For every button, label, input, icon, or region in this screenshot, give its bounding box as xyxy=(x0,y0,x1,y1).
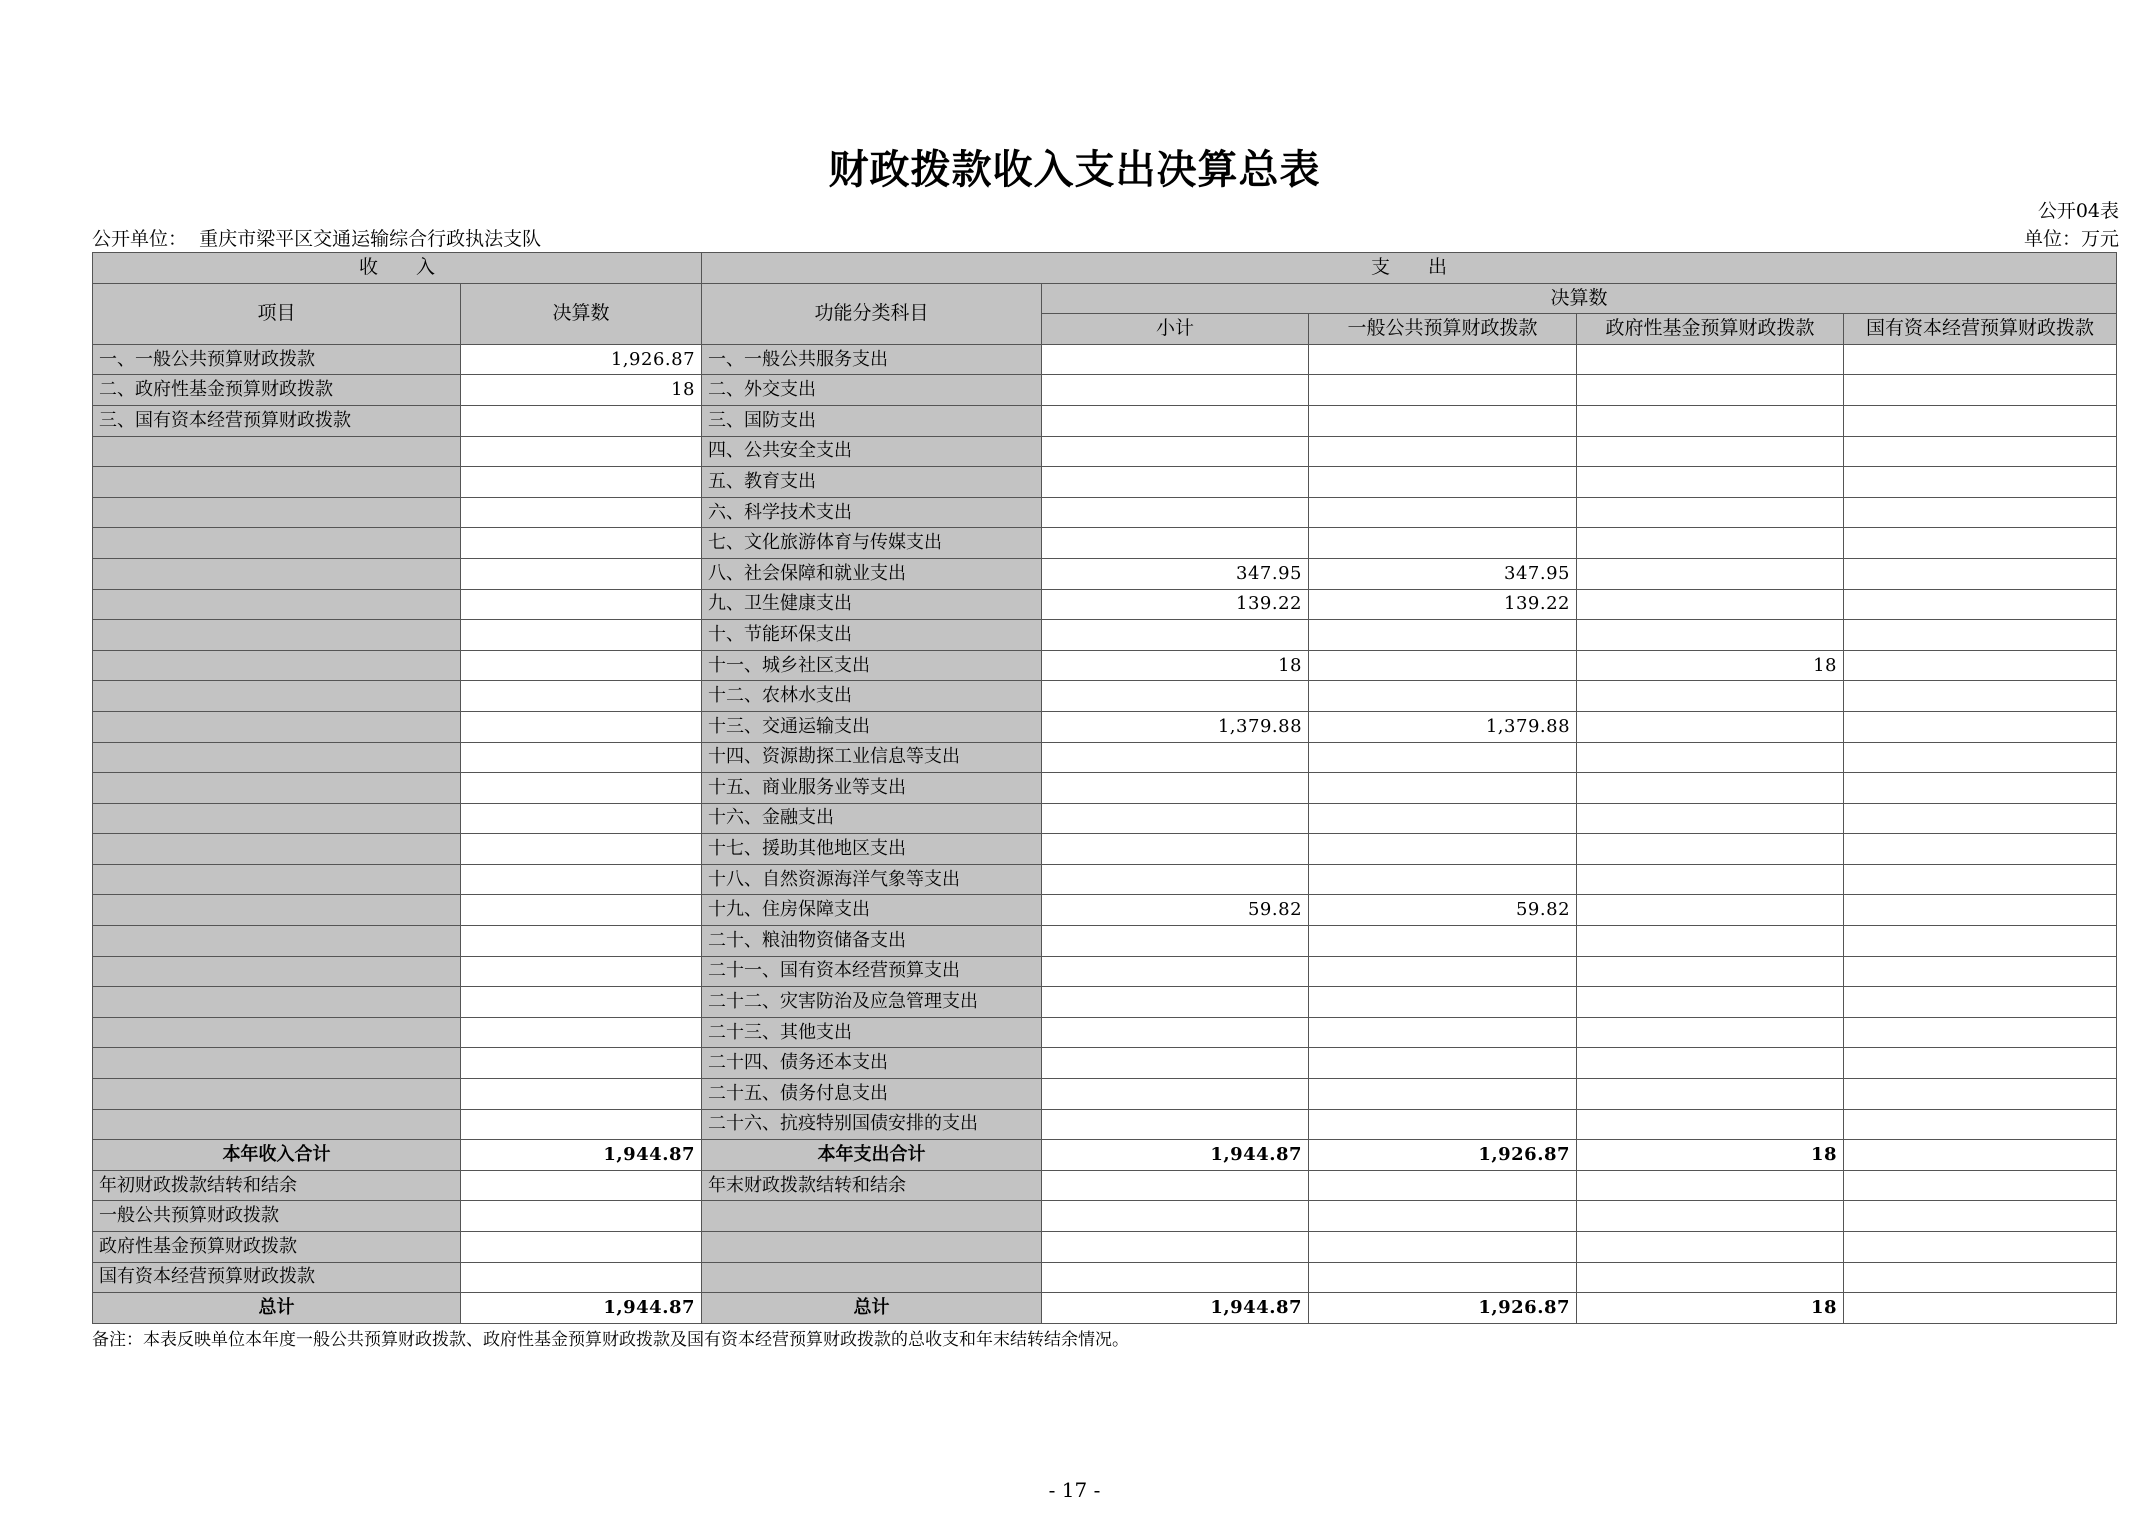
gov-fund-cell xyxy=(1577,803,1844,834)
income-amount-cell xyxy=(461,405,702,436)
income-header: 收 入 xyxy=(93,253,702,284)
general-budget-cell xyxy=(1309,1017,1577,1048)
table-row xyxy=(93,895,2117,926)
state-capital-cell xyxy=(1844,803,2117,834)
income-amount-cell xyxy=(461,467,702,498)
gov-fund-cell xyxy=(1577,956,1844,987)
carryover-income-amount xyxy=(461,1232,702,1263)
subtotal-cell xyxy=(1042,620,1309,651)
carryover-income-amount xyxy=(461,1262,702,1293)
general-budget-cell xyxy=(1309,1109,1577,1140)
table-row xyxy=(93,711,2117,742)
income-item-cell xyxy=(93,1079,461,1110)
grand-total-fund: 18 xyxy=(1577,1293,1844,1324)
income-item-cell xyxy=(93,436,461,467)
general-budget-cell xyxy=(1309,528,1577,559)
income-item-cell xyxy=(93,773,461,804)
general-budget-cell xyxy=(1309,1262,1577,1293)
expense-item-cell: 十八、自然资源海洋气象等支出 xyxy=(702,864,1042,895)
general-budget-cell xyxy=(1309,344,1577,375)
carryover-income-label: 一般公共预算财政拨款 xyxy=(93,1201,461,1232)
function-class-header: 功能分类科目 xyxy=(702,283,1042,344)
year-income-total-amount: 1,944.87 xyxy=(461,1140,702,1171)
general-budget-cell xyxy=(1309,1170,1577,1201)
general-budget-cell xyxy=(1309,1201,1577,1232)
year-total-capital xyxy=(1844,1140,2117,1171)
gov-fund-cell xyxy=(1577,497,1844,528)
income-item-cell xyxy=(93,650,461,681)
state-capital-cell xyxy=(1844,834,2117,865)
subtotal-cell xyxy=(1042,956,1309,987)
subtotal-cell xyxy=(1042,1017,1309,1048)
subtotal-cell xyxy=(1042,497,1309,528)
table-row xyxy=(93,956,2117,987)
general-budget-cell xyxy=(1309,956,1577,987)
table-row xyxy=(93,620,2117,651)
general-budget-cell: 139.22 xyxy=(1309,589,1577,620)
expense-item-cell: 三、国防支出 xyxy=(702,405,1042,436)
income-item-cell xyxy=(93,1048,461,1079)
income-amount-cell xyxy=(461,864,702,895)
subtotal-cell xyxy=(1042,405,1309,436)
expense-item-cell: 二十五、债务付息支出 xyxy=(702,1079,1042,1110)
expense-item-cell: 二十一、国有资本经营预算支出 xyxy=(702,956,1042,987)
income-item-cell xyxy=(93,987,461,1018)
income-amount-cell: 1,926.87 xyxy=(461,344,702,375)
gov-fund-cell xyxy=(1577,742,1844,773)
finance-table xyxy=(92,252,2117,1324)
subtotal-cell xyxy=(1042,528,1309,559)
amount-header: 决算数 xyxy=(461,283,702,344)
subtotal-cell xyxy=(1042,864,1309,895)
expense-item-cell: 二十二、灾害防治及应急管理支出 xyxy=(702,987,1042,1018)
gov-fund-cell xyxy=(1577,467,1844,498)
expense-item-cell: 九、卫生健康支出 xyxy=(702,589,1042,620)
unit-label: 公开单位： xyxy=(92,228,188,250)
year-total-row xyxy=(93,1140,2117,1171)
expense-item-cell: 十六、金融支出 xyxy=(702,803,1042,834)
year-total-subtotal: 1,944.87 xyxy=(1042,1140,1309,1171)
state-capital-cell xyxy=(1844,650,2117,681)
income-amount-cell xyxy=(461,834,702,865)
header-row-2 xyxy=(93,283,2117,314)
state-capital-cell xyxy=(1844,1201,2117,1232)
unit-name: 重庆市梁平区交通运输综合行政执法支队 xyxy=(199,228,542,250)
income-item-cell xyxy=(93,956,461,987)
income-item-cell xyxy=(93,497,461,528)
general-budget-cell xyxy=(1309,405,1577,436)
gov-fund-cell xyxy=(1577,405,1844,436)
table-row xyxy=(93,375,2117,406)
gov-fund-cell xyxy=(1577,681,1844,712)
gov-fund-cell xyxy=(1577,1262,1844,1293)
general-budget-cell xyxy=(1309,620,1577,651)
final-amount-header: 决算数 xyxy=(1042,283,2117,314)
state-capital-cell xyxy=(1844,405,2117,436)
income-amount-cell xyxy=(461,1109,702,1140)
carryover-expense-label xyxy=(702,1201,1042,1232)
general-budget-cell xyxy=(1309,742,1577,773)
income-item-cell xyxy=(93,1017,461,1048)
subtotal-cell xyxy=(1042,467,1309,498)
income-amount-cell xyxy=(461,589,702,620)
year-expense-total-label: 本年支出合计 xyxy=(702,1140,1042,1171)
subtotal-cell xyxy=(1042,1170,1309,1201)
general-budget-cell xyxy=(1309,987,1577,1018)
state-capital-cell xyxy=(1844,773,2117,804)
subtotal-cell xyxy=(1042,1262,1309,1293)
income-amount-cell xyxy=(461,956,702,987)
table-row xyxy=(93,834,2117,865)
expense-item-cell: 二十四、债务还本支出 xyxy=(702,1048,1042,1079)
state-capital-cell xyxy=(1844,1170,2117,1201)
carryover-row xyxy=(93,1170,2117,1201)
general-budget-cell xyxy=(1309,773,1577,804)
gov-fund-cell xyxy=(1577,773,1844,804)
subtotal-cell xyxy=(1042,436,1309,467)
subtotal-cell: 1,379.88 xyxy=(1042,711,1309,742)
table-row xyxy=(93,987,2117,1018)
subtotal-header: 小计 xyxy=(1042,314,1309,345)
income-item-cell xyxy=(93,620,461,651)
expense-item-cell: 二、外交支出 xyxy=(702,375,1042,406)
state-capital-cell xyxy=(1844,987,2117,1018)
income-item-cell xyxy=(93,834,461,865)
expense-item-cell: 十三、交通运输支出 xyxy=(702,711,1042,742)
carryover-income-label: 政府性基金预算财政拨款 xyxy=(93,1232,461,1263)
carryover-income-label: 年初财政拨款结转和结余 xyxy=(93,1170,461,1201)
subtotal-cell xyxy=(1042,742,1309,773)
state-capital-cell xyxy=(1844,1109,2117,1140)
expense-item-cell: 二十六、抗疫特别国债安排的支出 xyxy=(702,1109,1042,1140)
gov-fund-cell xyxy=(1577,375,1844,406)
income-amount-cell xyxy=(461,1048,702,1079)
carryover-row xyxy=(93,1201,2117,1232)
income-item-cell xyxy=(93,742,461,773)
gov-fund-cell xyxy=(1577,1048,1844,1079)
income-amount-cell xyxy=(461,711,702,742)
gov-fund-cell xyxy=(1577,864,1844,895)
subtotal-cell xyxy=(1042,834,1309,865)
expense-item-cell: 五、教育支出 xyxy=(702,467,1042,498)
general-budget-cell xyxy=(1309,834,1577,865)
state-capital-cell xyxy=(1844,1079,2117,1110)
grand-total-subtotal: 1,944.87 xyxy=(1042,1293,1309,1324)
income-item-cell xyxy=(93,895,461,926)
table-row xyxy=(93,589,2117,620)
income-item-cell xyxy=(93,589,461,620)
general-budget-cell xyxy=(1309,467,1577,498)
general-budget-cell xyxy=(1309,1079,1577,1110)
state-capital-cell xyxy=(1844,1048,2117,1079)
carryover-expense-label: 年末财政拨款结转和结余 xyxy=(702,1170,1042,1201)
table-row xyxy=(93,681,2117,712)
income-amount-cell xyxy=(461,650,702,681)
gov-fund-cell xyxy=(1577,436,1844,467)
header-row-1 xyxy=(93,253,2117,284)
subtotal-cell xyxy=(1042,1201,1309,1232)
table-row xyxy=(93,1109,2117,1140)
general-budget-cell xyxy=(1309,497,1577,528)
income-amount-cell xyxy=(461,497,702,528)
table-row xyxy=(93,467,2117,498)
gov-fund-cell xyxy=(1577,926,1844,957)
expense-item-cell: 二十、粮油物资储备支出 xyxy=(702,926,1042,957)
income-item-cell xyxy=(93,711,461,742)
general-budget-cell xyxy=(1309,926,1577,957)
year-total-general: 1,926.87 xyxy=(1309,1140,1577,1171)
subtotal-cell xyxy=(1042,375,1309,406)
state-capital-cell xyxy=(1844,344,2117,375)
income-amount-cell xyxy=(461,558,702,589)
carryover-expense-label xyxy=(702,1262,1042,1293)
table-row xyxy=(93,742,2117,773)
expense-item-cell: 六、科学技术支出 xyxy=(702,497,1042,528)
gov-fund-cell xyxy=(1577,1232,1844,1263)
gov-fund-cell: 18 xyxy=(1577,650,1844,681)
table-row xyxy=(93,528,2117,559)
income-amount-cell xyxy=(461,436,702,467)
state-capital-cell xyxy=(1844,1262,2117,1293)
expense-item-cell: 四、公共安全支出 xyxy=(702,436,1042,467)
income-item-cell: 一、一般公共预算财政拨款 xyxy=(93,344,461,375)
grand-total-income-label: 总计 xyxy=(93,1293,461,1324)
subtotal-cell: 59.82 xyxy=(1042,895,1309,926)
subtotal-cell xyxy=(1042,1232,1309,1263)
general-budget-cell xyxy=(1309,436,1577,467)
table-body xyxy=(93,344,2117,1323)
grand-total-expense-label: 总计 xyxy=(702,1293,1042,1324)
gov-fund-cell xyxy=(1577,620,1844,651)
grand-total-capital xyxy=(1844,1293,2117,1324)
state-capital-cell xyxy=(1844,589,2117,620)
state-capital-cell xyxy=(1844,620,2117,651)
unit-row xyxy=(92,224,2119,250)
gov-fund-cell xyxy=(1577,711,1844,742)
carryover-expense-label xyxy=(702,1232,1042,1263)
gov-fund-cell xyxy=(1577,558,1844,589)
table-row xyxy=(93,803,2117,834)
state-capital-cell xyxy=(1844,742,2117,773)
state-capital-cell xyxy=(1844,558,2117,589)
gov-fund-cell xyxy=(1577,987,1844,1018)
table-row xyxy=(93,344,2117,375)
income-amount-cell xyxy=(461,773,702,804)
gov-fund-cell xyxy=(1577,589,1844,620)
expense-item-cell: 一、一般公共服务支出 xyxy=(702,344,1042,375)
state-capital-cell xyxy=(1844,956,2117,987)
income-amount-cell xyxy=(461,620,702,651)
expense-item-cell: 十二、农林水支出 xyxy=(702,681,1042,712)
table-row xyxy=(93,1017,2117,1048)
year-total-fund: 18 xyxy=(1577,1140,1844,1171)
subtotal-cell: 18 xyxy=(1042,650,1309,681)
expense-header: 支 出 xyxy=(702,253,2117,284)
income-amount-cell xyxy=(461,987,702,1018)
subtotal-cell xyxy=(1042,1048,1309,1079)
expense-item-cell: 十五、商业服务业等支出 xyxy=(702,773,1042,804)
general-budget-cell xyxy=(1309,681,1577,712)
gov-fund-cell xyxy=(1577,1109,1844,1140)
income-amount-cell: 18 xyxy=(461,375,702,406)
state-capital-cell xyxy=(1844,711,2117,742)
state-capital-cell xyxy=(1844,895,2117,926)
subtotal-cell: 139.22 xyxy=(1042,589,1309,620)
gov-fund-cell xyxy=(1577,1079,1844,1110)
general-budget-header: 一般公共预算财政拨款 xyxy=(1309,314,1577,345)
subtotal-cell xyxy=(1042,773,1309,804)
income-item-cell xyxy=(93,681,461,712)
gov-fund-cell xyxy=(1577,1017,1844,1048)
expense-item-cell: 十九、住房保障支出 xyxy=(702,895,1042,926)
carryover-row xyxy=(93,1262,2117,1293)
state-capital-cell xyxy=(1844,528,2117,559)
income-amount-cell xyxy=(461,803,702,834)
income-item-cell: 二、政府性基金预算财政拨款 xyxy=(93,375,461,406)
unit-info xyxy=(92,224,541,251)
state-capital-header: 国有资本经营预算财政拨款 xyxy=(1844,314,2117,345)
general-budget-cell xyxy=(1309,864,1577,895)
page-number: - 17 - xyxy=(1048,1478,1101,1502)
state-capital-cell xyxy=(1844,681,2117,712)
carryover-row xyxy=(93,1232,2117,1263)
gov-fund-cell xyxy=(1577,895,1844,926)
general-budget-cell xyxy=(1309,375,1577,406)
income-item-cell xyxy=(93,1109,461,1140)
income-item-cell xyxy=(93,467,461,498)
income-amount-cell xyxy=(461,926,702,957)
item-header: 项目 xyxy=(93,283,461,344)
table-row xyxy=(93,436,2117,467)
table-row xyxy=(93,773,2117,804)
gov-fund-cell xyxy=(1577,834,1844,865)
subtotal-cell xyxy=(1042,987,1309,1018)
expense-item-cell: 八、社会保障和就业支出 xyxy=(702,558,1042,589)
income-amount-cell xyxy=(461,681,702,712)
table-row xyxy=(93,926,2117,957)
table-row xyxy=(93,864,2117,895)
form-number: 公开04表 xyxy=(2037,200,2119,222)
income-item-cell: 三、国有资本经营预算财政拨款 xyxy=(93,405,461,436)
income-amount-cell xyxy=(461,1017,702,1048)
carryover-income-amount xyxy=(461,1201,702,1232)
income-amount-cell xyxy=(461,1079,702,1110)
general-budget-cell xyxy=(1309,803,1577,834)
state-capital-cell xyxy=(1844,497,2117,528)
subtotal-cell xyxy=(1042,803,1309,834)
state-capital-cell xyxy=(1844,436,2117,467)
general-budget-cell xyxy=(1309,650,1577,681)
table-row xyxy=(93,650,2117,681)
carryover-income-amount xyxy=(461,1170,702,1201)
subtotal-cell: 347.95 xyxy=(1042,558,1309,589)
general-budget-cell xyxy=(1309,1048,1577,1079)
expense-item-cell: 二十三、其他支出 xyxy=(702,1017,1042,1048)
income-item-cell xyxy=(93,864,461,895)
state-capital-cell xyxy=(1844,467,2117,498)
expense-item-cell: 十一、城乡社区支出 xyxy=(702,650,1042,681)
expense-item-cell: 十、节能环保支出 xyxy=(702,620,1042,651)
expense-item-cell: 七、文化旅游体育与传媒支出 xyxy=(702,528,1042,559)
year-income-total-label: 本年收入合计 xyxy=(93,1140,461,1171)
gov-fund-cell xyxy=(1577,344,1844,375)
subtotal-cell xyxy=(1042,681,1309,712)
state-capital-cell xyxy=(1844,926,2117,957)
footnote: 备注：本表反映单位本年度一般公共预算财政拨款、政府性基金预算财政拨款及国有资本经营预算财政拨款的总收支和年末结转结余情况。 xyxy=(92,1330,1129,1350)
income-item-cell xyxy=(93,528,461,559)
general-budget-cell xyxy=(1309,1232,1577,1263)
state-capital-cell xyxy=(1844,1017,2117,1048)
carryover-income-label: 国有资本经营预算财政拨款 xyxy=(93,1262,461,1293)
general-budget-cell: 59.82 xyxy=(1309,895,1577,926)
table-row xyxy=(93,1048,2117,1079)
table-row xyxy=(93,497,2117,528)
expense-item-cell: 十七、援助其他地区支出 xyxy=(702,834,1042,865)
page-title: 财政拨款收入支出决算总表 xyxy=(828,146,1321,193)
table-row xyxy=(93,558,2117,589)
general-budget-cell: 1,379.88 xyxy=(1309,711,1577,742)
gov-fund-header: 政府性基金预算财政拨款 xyxy=(1577,314,1844,345)
grand-total-general: 1,926.87 xyxy=(1309,1293,1577,1324)
subtotal-cell xyxy=(1042,344,1309,375)
state-capital-cell xyxy=(1844,864,2117,895)
expense-item-cell: 十四、资源勘探工业信息等支出 xyxy=(702,742,1042,773)
grand-total-income-amount: 1,944.87 xyxy=(461,1293,702,1324)
income-item-cell xyxy=(93,926,461,957)
gov-fund-cell xyxy=(1577,528,1844,559)
income-item-cell xyxy=(93,803,461,834)
gov-fund-cell xyxy=(1577,1170,1844,1201)
table-row xyxy=(93,1079,2117,1110)
gov-fund-cell xyxy=(1577,1201,1844,1232)
general-budget-cell: 347.95 xyxy=(1309,558,1577,589)
income-amount-cell xyxy=(461,895,702,926)
income-amount-cell xyxy=(461,742,702,773)
subtotal-cell xyxy=(1042,926,1309,957)
currency-unit: 单位：万元 xyxy=(2023,228,2119,250)
income-amount-cell xyxy=(461,528,702,559)
table-row xyxy=(93,405,2117,436)
subtotal-cell xyxy=(1042,1109,1309,1140)
subtotal-cell xyxy=(1042,1079,1309,1110)
grand-total-row xyxy=(93,1293,2117,1324)
state-capital-cell xyxy=(1844,1232,2117,1263)
income-item-cell xyxy=(93,558,461,589)
state-capital-cell xyxy=(1844,375,2117,406)
